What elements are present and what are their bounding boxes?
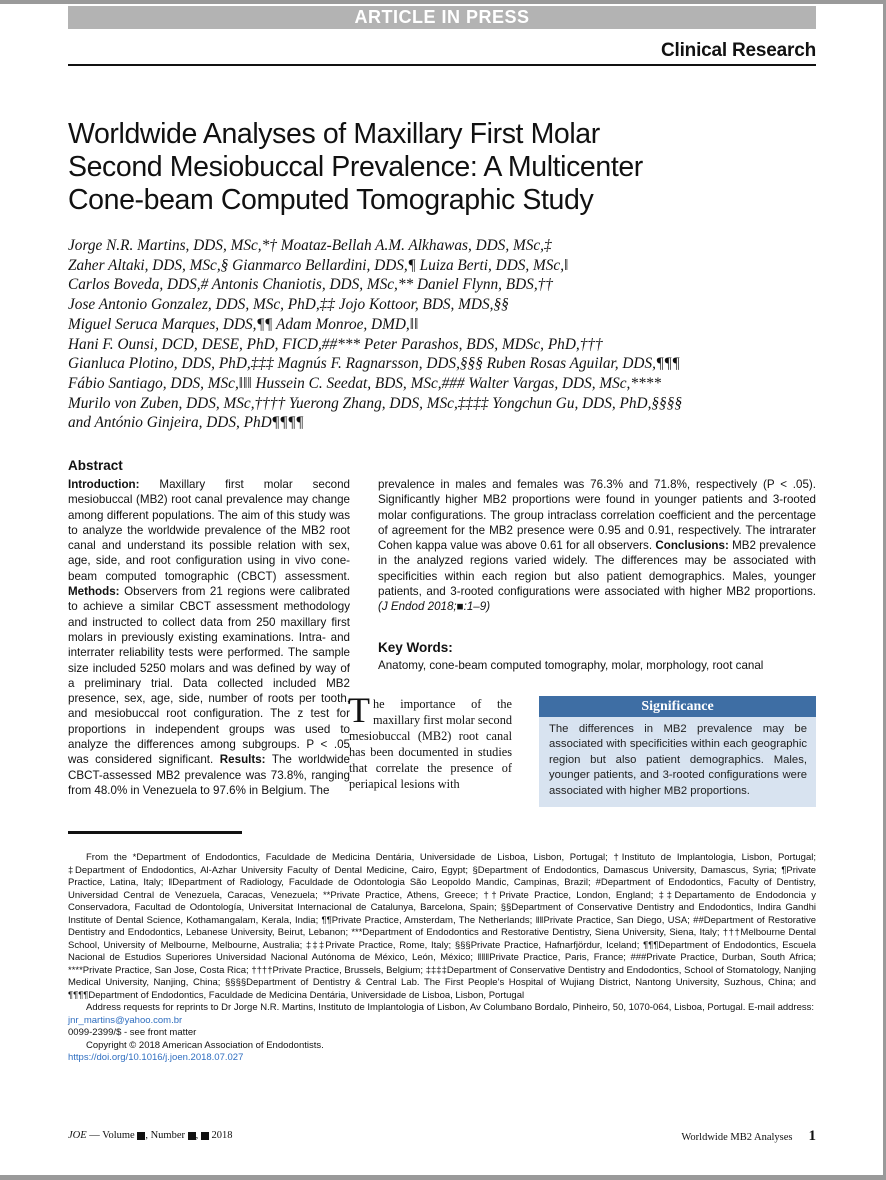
volume-label: — Volume xyxy=(86,1130,138,1141)
issn-line: 0099-2399/$ - see front matter xyxy=(68,1027,197,1038)
month-placeholder xyxy=(201,1132,209,1140)
results-text: prevalence in males and females was 76.3% and 71.8%, respectively (P < .05). Significantly higher MB2 proportions were found in younger patients and 3-rooted molar configurations. The group intraclass correlation coefficient and the percentage of agreement for the MB2 presence were 0.95 and 0.91, respectively. The intrarater Cohen kappa value was above 0.61 for all observers. xyxy=(378,478,816,553)
methods-text: Observers from 21 regions were calibrated to achieve a similar CBCT assessment methodology and instructed to collect data from 250 maxillary first molars in previously existing examinations. Intra- and interrater reliability tests were performed. The sample size included 5250 molars and was defined by way of a preliminary trial. Data collected included MB2 presence, sex, age, side, number of roots per tooth, and mesiobuccal root configuration. The z test for proportions in independent groups was used to analyze the differences among subgroups. P < .05 was considered significant. xyxy=(68,585,350,767)
footnotes xyxy=(68,852,816,1065)
footer-journal-info: JOE — Volume , Number , 2018 xyxy=(68,1130,233,1141)
significance-text: The differences in MB2 prevalence may be associated with specificities within each geographic region but also patient demographics. Males, younger patients, and 3-rooted configurations were associated with higher MB2 proportions. xyxy=(549,723,807,797)
author-line: Murilo von Zuben, DDS, MSc,†††† Yuerong Zhang, DDS, MSc,‡‡‡‡ Yongchun Gu, DDS, PhD,§§§§ xyxy=(68,394,682,412)
header-rule xyxy=(68,64,816,66)
introduction-label: Introduction: xyxy=(68,478,140,491)
number-placeholder xyxy=(188,1132,196,1140)
abstract-column-1 xyxy=(68,477,350,798)
conclusions-label: Conclusions: xyxy=(655,539,729,553)
author-list xyxy=(68,236,828,433)
keywords-text: Anatomy, cone-beam computed tomography, molar, morphology, root canal xyxy=(378,659,764,672)
number-label: , Number xyxy=(145,1130,188,1141)
author-line: Miguel Seruca Marques, DDS,¶¶ Adam Monroe, DMD,‖‖ xyxy=(68,315,419,333)
author-line: Zaher Altaki, DDS, MSc,§ Gianmarco Bellardini, DDS,¶ Luiza Berti, DDS, MSc,‖ xyxy=(68,256,569,274)
title-line: Worldwide Analyses of Maxillary First Molar xyxy=(68,118,600,150)
footer-running-title xyxy=(681,1128,816,1145)
introduction-text: Maxillary first molar second mesiobuccal (MB2) root canal prevalence may change among different populations. The aim of this study was to analyze the worldwide prevalence of the MB2 root canal and understand its possible relation with sex, age, side, and root configuration using in vivo cone-beam computed tomographic (CBCT) assessment. xyxy=(68,478,350,583)
running-title: Worldwide MB2 Analyses xyxy=(681,1132,793,1143)
conclusions-text: MB2 prevalence in the analyzed regions varied widely. The differences may be associated with specificities within each region but also patient demographics. Males, younger patients, and 3-rooted configurations were associated with higher MB2 proportions. xyxy=(378,539,817,599)
results-label: Results: xyxy=(219,753,266,767)
abstract-heading: Abstract xyxy=(68,458,123,473)
footer-year: 2018 xyxy=(211,1130,233,1141)
title-line: Second Mesiobuccal Prevalence: A Multicenter xyxy=(68,151,643,183)
page-frame-top xyxy=(0,0,886,4)
abstract-column-2 xyxy=(378,477,816,615)
page-number: 1 xyxy=(808,1128,816,1144)
author-line: Jose Antonio Gonzalez, DDS, MSc, PhD,‡‡ Jojo Kottoor, BDS, MDS,§§ xyxy=(68,296,509,314)
abstract-citation: (J Endod 2018;■:1–9) xyxy=(378,600,491,614)
article-title xyxy=(68,118,816,217)
email-link[interactable]: jnr_martins@yahoo.com.br xyxy=(68,1014,183,1026)
significance-heading: Significance xyxy=(539,696,816,717)
author-line: and António Ginjeira, DDS, PhD¶¶¶¶ xyxy=(68,414,304,432)
title-line: Cone-beam Computed Tomographic Study xyxy=(68,184,594,216)
drop-cap: T xyxy=(348,690,370,730)
methods-label: Methods: xyxy=(68,585,120,599)
affiliations: From the *Department of Endodontics, Faculdade de Medicina Dentária, Universidade de Lisboa, Lisbon, Portugal; †Instituto de Implantologia, Lisbon, Portugal; ‡Department of Endodontics, Al-Azhar University Faculty of Dental Medicine, Cairo, Egypt; §Department of Endodontics, Damascus University, Damascus, Syria; ¶Private Practice, Latina, Italy; ‖Department of Radiology, Faculdade de Odontologia São Leopoldo Mandic, Campinas, Brazil; #Department of Endodontics, Faculty of Dentistry, Universidad Central de Venezuela, Caracas, Venezuela; **Private Practice, Athens, Greece; ††Private Practice, London, England; ‡‡Departamento de Endodoncia y Conservadora, Facultad de Odontología, Universitat Internacional de Catalunya, Barcelona, Spain; §§Department of Conservative Dentistry and Endodontics, Indira Gandhi Institute of Dental Science, Kothamangalam, Kerala, India; ¶¶Private Practice, Amsterdam, The Netherlands; ‖‖Private Practice, San Diego, USA; ##Department of Restorative Dentistry and Endodontics, Lebanese University, Beirut, Lebanon; ***Department of Endodontics and Restorative Dentistry, Siena University, Siena, Italy; †††Melbourne Dental School, University of Melbourne, Melbourne, Australia; ‡‡‡Private Practice, Rome, Italy; §§§Private Practice, Hafnarfjördur, Iceland; ¶¶¶Department of Endodontics, Escuela Nacional de Estudios Superiores Universidad Nacional Autónoma de México, León, México; ‖‖‖Private Practice, Paris, France; ###Private Practice, Durban, South Africa; ****Private Practice, San Jose, Costa Rica; ††††Private Practice, Brussels, Belgium; ‡‡‡‡Department of Conservative Dentistry and Endodontics, School of Stomatology, Nanjing Medical University, Nanjing, China; §§§§Department of Dentistry & Central Lab. The First People’s Hospital of Wujiang District, Nantong University, Suzhous, China; and ¶¶¶¶Department of Endodontics, Faculdade de Medicina Dentária, Universidade de Lisboa, Lisbon, Portugal xyxy=(68,852,816,1001)
reprint-address xyxy=(68,1002,816,1027)
author-line: Gianluca Plotino, DDS, PhD,‡‡‡ Magnús F. Ragnarsson, DDS,§§§ Ruben Rosas Aguilar, DDS,¶¶¶ xyxy=(68,355,680,373)
author-line: Hani F. Ounsi, DCD, DESE, PhD, FICD,##*** Peter Parashos, BDS, MDSc, PhD,††† xyxy=(68,335,603,353)
page-frame-bottom xyxy=(0,1175,886,1180)
footnote-rule xyxy=(68,831,242,834)
introduction-body xyxy=(348,690,512,793)
reprint-address-text: Address requests for reprints to Dr Jorge N.R. Martins, Instituto de Implantologia of Lisbon, Av Columbano Bordalo, Pinheiro, 50, 1070-064, Lisboa, Portugal. E-mail address: xyxy=(86,1002,815,1013)
keywords-heading: Key Words: xyxy=(378,640,453,655)
copyright-line: Copyright © 2018 American Association of Endodontists. xyxy=(86,1039,324,1051)
author-line: Fábio Santiago, DDS, MSc,‖‖‖ Hussein C. Seedat, BDS, MSc,### Walter Vargas, DDS, MSc,**** xyxy=(68,374,661,392)
author-line: Carlos Boveda, DDS,# Antonis Chaniotis, DDS, MSc,** Daniel Flynn, BDS,†† xyxy=(68,276,553,294)
section-label: Clinical Research xyxy=(660,40,816,61)
significance-box xyxy=(539,696,816,807)
author-line: Jorge N.R. Martins, DDS, MSc,*† Moataz-Bellah A.M. Alkhawas, DDS, MSc,‡ xyxy=(68,237,552,254)
journal-abbrev: JOE xyxy=(68,1130,87,1141)
results-text: The worldwide CBCT-assessed MB2 prevalence was 73.8%, ranging from 48.0% in Venezuela to 97.6% in Belgium. The xyxy=(68,753,350,797)
introduction-body-text: he importance of the maxillary first molar second mesiobuccal (MB2) root canal has been documented in studies that correlate the presence of periapical lesions with xyxy=(349,697,512,792)
article-in-press-banner: ARTICLE IN PRESS xyxy=(68,6,816,29)
doi-link[interactable]: https://doi.org/10.1016/j.joen.2018.07.027 xyxy=(68,1052,244,1063)
